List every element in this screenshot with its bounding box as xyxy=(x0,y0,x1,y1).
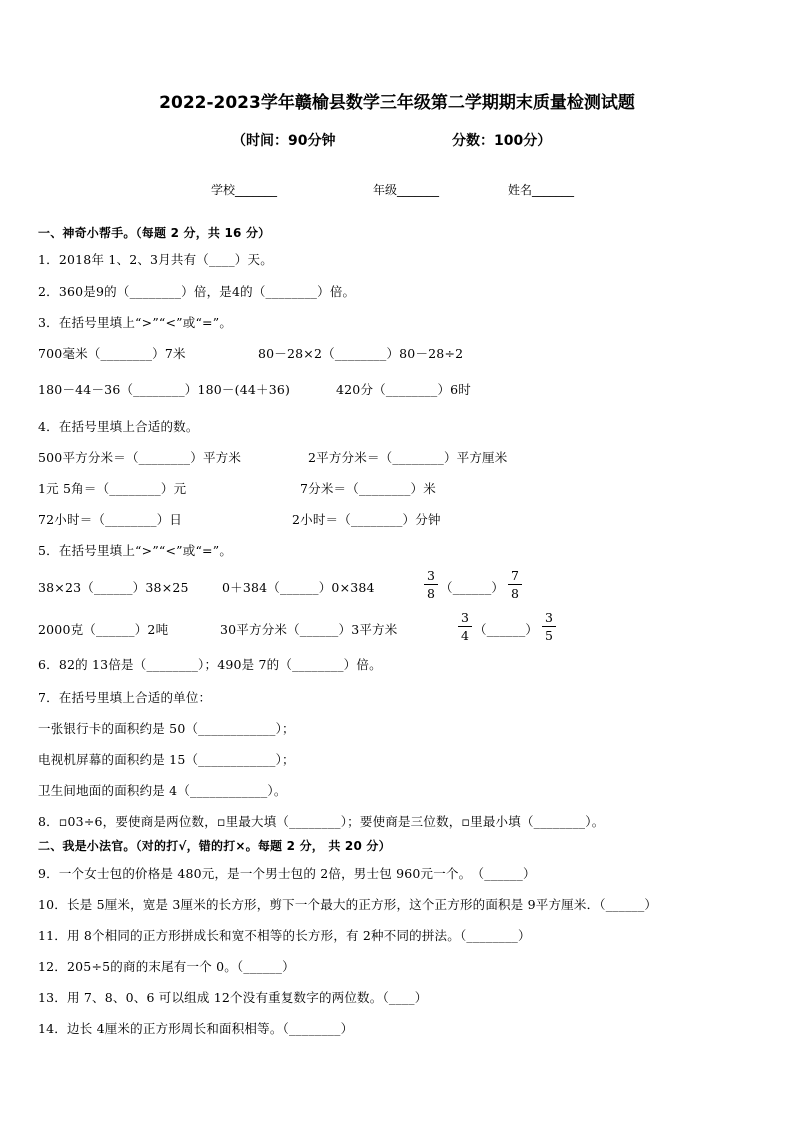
question-10: 10．长是 5厘米，宽是 3厘米的长方形，剪下一个最大的正方形，这个正方形的面积是 9平方厘米．（______） xyxy=(38,897,658,912)
question-4b: 2平方分米＝（________）平方厘米 xyxy=(308,450,508,465)
question-3c: 180－44－36（________）180－(44＋36) xyxy=(38,382,291,397)
score-label: 分数：100分） xyxy=(452,133,552,149)
fraction-numerator: 3 xyxy=(427,568,435,583)
question-3: 3．在括号里填上“>”“<”或“=”。 xyxy=(38,315,233,330)
question-9: 9．一个女士包的价格是 480元，是一个男士包的 2倍，男士包 960元一个。 （______） xyxy=(38,866,536,881)
page-title: 2022-2023学年赣榆县数学三年级第二学期期末质量检测试题 xyxy=(159,93,635,113)
question-8: 8．▫03÷6，要使商是两位数，▫里最大填（________）；要使商是三位数，▫里最小填（________）。 xyxy=(38,814,605,829)
name-field: 姓名_______ xyxy=(508,183,575,197)
question-5f-blank: （______） xyxy=(474,622,539,637)
question-14: 14．边长 4厘米的正方形周长和面积相等。（________） xyxy=(38,1021,354,1036)
question-13: 13．用 7、8、0、6 可以组成 12个没有重复数字的两位数。（____） xyxy=(38,990,428,1005)
question-7c: 卫生间地面的面积约是 4（____________）。 xyxy=(38,783,287,798)
question-5a: 38×23（______）38×25 xyxy=(38,580,189,595)
question-3a: 700毫米（________）7米 xyxy=(38,346,186,361)
question-6: 6．82的 13倍是（________）；490是 7的（________）倍。 xyxy=(38,657,382,672)
question-7a: 一张银行卡的面积约是 50（____________）； xyxy=(38,721,295,736)
time-label: （时间：90分钟 xyxy=(232,133,336,149)
question-4: 4．在括号里填上合适的数。 xyxy=(38,419,199,434)
question-5d: 2000克（______）2吨 xyxy=(38,622,169,637)
question-5: 5．在括号里填上“>”“<”或“=”。 xyxy=(38,543,233,558)
section-2-heading: 二、我是小法官。（对的打√，错的打×。每题 2 分， 共 20 分） xyxy=(38,839,391,853)
fraction-denominator: 4 xyxy=(461,628,469,643)
fraction-denominator: 8 xyxy=(511,586,519,601)
question-7b: 电视机屏幕的面积约是 15（____________）； xyxy=(38,752,295,767)
question-11: 11．用 8个相同的正方形拼成长和宽不相等的长方形，有 2种不同的拼法。（________） xyxy=(38,928,531,943)
question-4a: 500平方分米＝（________）平方米 xyxy=(38,450,242,465)
question-3b: 80－28×2（________）80－28÷2 xyxy=(258,346,464,361)
fraction-numerator: 3 xyxy=(461,610,469,625)
fraction-numerator: 7 xyxy=(511,568,519,583)
question-5b: 0＋384（______）0×384 xyxy=(222,580,375,595)
grade-field: 年级_______ xyxy=(373,183,440,197)
question-7: 7．在括号里填上合适的单位： xyxy=(38,690,212,705)
fraction-3-5 xyxy=(542,610,556,643)
section-1-heading: 一、神奇小帮手。（每题 2 分，共 16 分） xyxy=(38,226,271,240)
fraction-3-4 xyxy=(458,610,472,643)
fraction-7-8 xyxy=(508,568,522,601)
question-4f: 2小时＝（________）分钟 xyxy=(292,512,441,527)
question-5e: 30平方分米（______）3平方米 xyxy=(220,622,398,637)
question-4d: 7分米＝（________）米 xyxy=(300,481,436,496)
question-5c-blank: （______） xyxy=(440,580,505,595)
question-4e: 72小时＝（________）日 xyxy=(38,512,183,527)
fraction-denominator: 5 xyxy=(545,628,553,643)
question-4c: 1元 5角＝（________）元 xyxy=(38,481,187,496)
school-field: 学校_______ xyxy=(211,183,278,197)
fraction-3-8 xyxy=(424,568,438,601)
question-1: 1．2018年 1、2、3月共有（____）天。 xyxy=(38,252,273,267)
fraction-denominator: 8 xyxy=(427,586,435,601)
fraction-numerator: 3 xyxy=(545,610,553,625)
question-12: 12．205÷5的商的末尾有一个 0。（______） xyxy=(38,959,295,974)
question-3d: 420分（________）6时 xyxy=(336,382,472,397)
question-2: 2．360是9的（________）倍，是4的（________）倍。 xyxy=(38,284,356,299)
